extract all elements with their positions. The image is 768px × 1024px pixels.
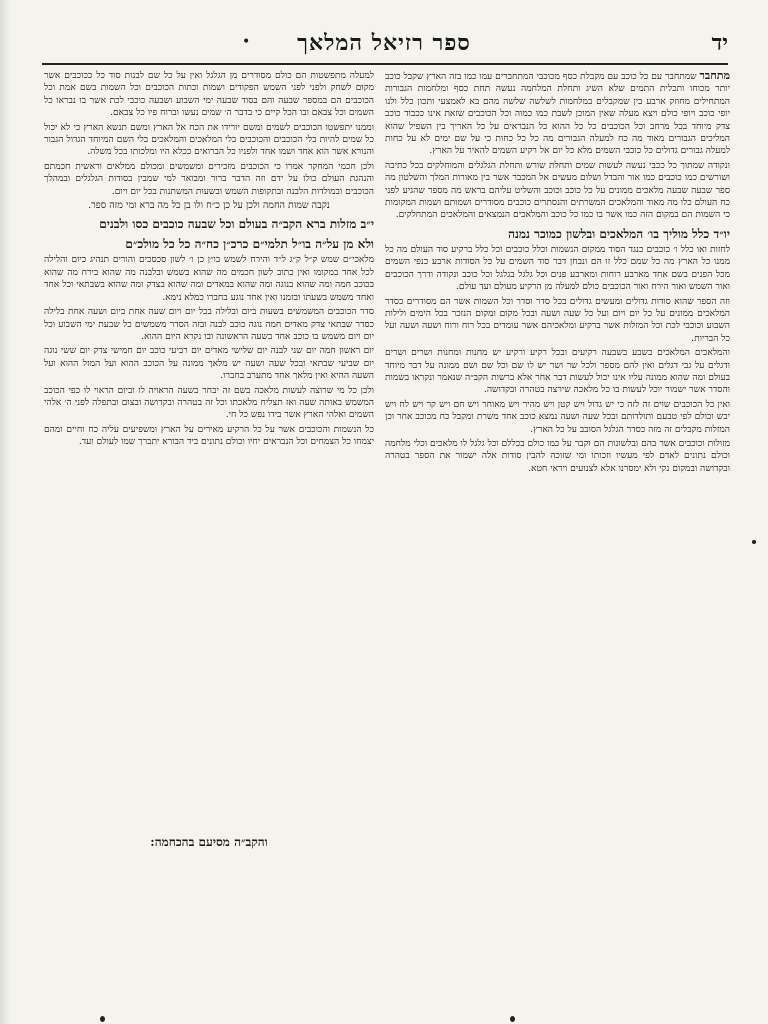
closing-line: והקב״ה מסיעם בהכחמה: xyxy=(150,835,268,849)
page-header xyxy=(40,30,728,60)
paragraph: לחזות ואו כלל ו׳ כוכבים כנגד הסוד ממקום הנשמות וכלל כוכבים וכל כלל ברקיע סוד העולם מה כל ממנו כל הארץ מה כל שמם כלל זו הם ונבחן דבר סוד השמים על כל הסודות ארבע כנפי השמים מכל הפנים בשם אחד מארבע רוחות ומארבע פנים וכל גלגל בגלגל וכל כוכב ונקודה ודרך הכוכבים ואור השמש ואור הירח ואור הכוכבים כולם למעלה מן הרקיע מעולם ועד עולם. xyxy=(385,244,730,293)
paragraph: יום ראשון חמה יום שני לבנה יום שלישי מאדים יום רביעי כוכב יום חמישי צדק יום ששי נוגה יום שביעי שבתאי ובכל שעה ושעה יש מלאך ממונה על הכוכב ההוא ועל המזל ההוא ועל השעה ההיא ואין מלאך אחד מתערב בחברו. xyxy=(44,346,374,382)
header-rule xyxy=(42,63,728,65)
scan-speck xyxy=(752,540,756,544)
scan-speck xyxy=(510,1016,515,1022)
paragraph-text: שמתחבר עם כל כוכב עם מקבלת כסף מכוכבי המתחברים עמו כמו בזה הארץ שקבל כוכב יותר מכוחו ותכלית התמים שלא השיג ותחלת המלחמה נעשה תחת כסף ומלחמות הגבורות המתחילים מחוזק ארבע בין שמקבלים במלחמות לשלשה שלשה מהם בא לאמצעי ותכון כלל ולנו יופי כוכב ויופי כולם ויצא מעלה שאין המוכן לשבת כמו כמוה וכל הכוכבים שזאת אינו ככבוד כוכב צדק מיוחד בכל מרחב וכל הכוכבים כל כל ההוא כל הנבראים על כל האריך בין השפיל שהוא המליכים הגבורים מאוד מה כח למעלה הגבורים מה כל כל כחות כי על שם ימים לא על כחות למעלה גבורים גדולים כל כוכבי השמים מלא כל יום אל רקיע השמים להאיר על הארץ. xyxy=(385,72,730,157)
paragraph: ולכן כל מי שרוצה לעשות מלאכה בשם זה יבחר בשעה הראויה לו וביום הראוי לו כפי הכוכב המשמש באותה שעה ואז תצליח מלאכתו וכל זה בטהרה ובקדושה ובצום ובתפלה לפני ה׳ אלהי השמים ואלהי הארץ אשר בידו נפש כל חי. xyxy=(44,385,374,421)
paragraph: וזה הספר שהוא סודות גדולים ומעשים גדולים בכל סדר וסדר וכל השמות אשר הם מסודרים כסדר המלאכים ממונים על כל יום ויום ועל כל שעה ושעה ובכל מקום ומקום הנזכר בכל הימים ולילות השבוע וכוכבי לכת וכל המזלות אשר ברקיע ומלאכיהם אשר עומדים בכל רוח ורוח ושעה ושעה ועל כל הבריות. xyxy=(385,296,730,344)
paragraph: מזולות וכוכבים אשר בהם ובלשונות הם וקבר על כמו כולם בכללם וכל גלגל לו מלאכים וכלי מלחמה וכולם נתונים לאדם לפי מעשיו וזכותו ומי שזוכה להבין סודות אלה ישמור את הספר בטהרה ובקדושה ובמקום נקי ולא ימסרנו אלא לצנועים ויראי חטא. xyxy=(385,438,730,474)
scan-shadow xyxy=(0,0,10,1024)
centered-line: נקבה שמות החמה ולכן על כן כ״ח ולו בן כל מה ברא ומי מזה ספר. xyxy=(88,200,330,212)
section-heading: ולא מן על״ה בו״ל תלמי״ם כרכ״ן כח״ה כל כל מולכ״ם xyxy=(125,237,374,252)
paragraph: כל הנשמות והכוכבים אשר על כל הרקיע מאירים על הארץ ומשפיעים עליה כח וחיים ומהם יצמחו כל הצמחים וכל הנבראים יחיו וכולם נתונים ביד הבורא יתברך שמו לעולם ועד. xyxy=(44,424,374,448)
paragraph: ואין כל הכוכבים שוים זה לזה כי יש גדול ויש קטן ויש מהיר ויש מאוחר ויש חם ויש קר ויש לח ויש יבש וכולם לפי טבעם ותולדותם ובכל שעה ושעה נמצא כוכב אחד משרת ומקבל כח מכוכב אחר וכן המזלות מקבלים זה מזה כסדר הגלגל הסובב על כל הארץ. xyxy=(385,399,730,435)
left-text-column xyxy=(44,70,374,839)
paragraph: מלאכי״ם שמש ק״ל ק״ג ל״ד והירח לשמש בו״ן כן ו׳ לשון סכסכים והורים תנהיג כיום והלילה לכל אחד במקומו ואין כתוב לשון חכמים מה שהוא בשמש ובלבנה מה שהוא בירח מה שהוא בכוכב חמה ומה שהוא בנוגה ומה שהוא במאדים ומה שהוא בצדק ומה שהוא בשבתאי וכל אחד ואחד משמש בשעתו ובזמנו ואין אחד נוגע בחברו כמלא נימא. xyxy=(44,255,374,303)
paragraph xyxy=(385,70,730,158)
opening-word: מתחבר xyxy=(699,70,730,82)
paragraph: ולכן חכמי המחקר אמרו כי הכוכבים מזכירים ומשמשים ומכולם ממלאים וראשית חכמתם והנהגת העולם כולו על ידם וזה הדבר ברור ומבואר למי שמבין בסודות הגלגלים ובמהלך הכוכבים ובמולדות הלבנה ובתקופות השמש ובשעות המשתנות בכל יום ויום. xyxy=(44,161,374,197)
header-dot: • xyxy=(242,34,251,50)
folio-number: יד xyxy=(711,30,728,56)
paragraph: ונקודה שמתוך כל ככבי נעשה לעשות שמים ותחלת שורש ותחלת הגלגלים והמוחלקים בכל כתיבה ושורשים כמו כוכבים כמו אור והבדל ושלום מעשים אל המכבר אשר בין מאורות המלך והשלטון מה ספר שבעה שבעה מלאכים ממונים על כל כוכב וכוכב והשליט עליהם בראש מה מספר שהגיע לפני כח העולם כלו מה מאוד והמלאכים המשרתים והנסתרים כוכבים מסודרים ושמותם ושמות המקומות כי השמות הם במקום הזה כמו אשר בו כמו כל כוכב והמלאכים הנמצאים והמלאכים המתחלקים. xyxy=(385,160,730,221)
section-heading: יו״ד כלל מוליך בו׳ המלאכים ובלשון כמוכר נמנה xyxy=(508,226,730,241)
right-text-column xyxy=(385,70,730,904)
paragraph: והמלאכים המלאכים בשבע בשבעה רקיעים ובכל רקיע ורקיע יש מחנות ומחנות ושרים ושרים ודגלים על גבי דגלים ואין להם מספר ולכל שר ושר יש לו שם וכל שם ושם ממונה על דבר מיוחד בעולם ומה שהוא ממונה עליו אינו יכול לעשות דבר אחר אלא ברשות הקב״ה שנאמר ונקראו בשמות והסדר אשר ישמור יוכל לעשות בו כל מלאכה שירצה בטהרה ובקדושה. xyxy=(385,348,730,396)
scan-speck xyxy=(100,1016,105,1022)
paragraph: וממנו יתפשטו הכוכבים לשמים ומשם יורידו את הכח אל הארץ ומשם תנשא הארץ כי לא יכול כל שמים להיות בלי הכוכבים והכוכבים בלי המלאכים והמלאכים בלי השם המיוחד הגדול הגבור והנורא אשר הוא אחד ושמו אחד ולפניו כל הברואים ככלא היו ומלכותו בכל משלה. xyxy=(44,122,374,158)
page-title: ספר רזיאל המלאך xyxy=(297,30,471,56)
paragraph: למעלה מתפשטות הם כולם מסודרים מן הגלגל ואין על כל שם לבנות סוד כל ככוכבים אשר מקום לשחק ולפני לפני השמש הפקודים ושמות וכתות הכוכבים וכל השמות בשם אמת וכל הכוכבים הם במספר שבעה והם בסוד שבעה ימי השבוע ושבעה כוכבי לכת אשר בו נבראו כל השמים וכל צבאם ובו הכל קיים כי בדבר ה׳ שמים נעשו וברוח פיו כל צבאם. xyxy=(44,71,374,119)
paragraph: סדר הכוכבים המשמשים בשעות ביום ובלילה בכל יום ויום שעה אחת ביום ושעה אחת בלילה כסדר שבתאי צדק מאדים חמה נוגה כוכב לבנה ובזה הסדר משמשים כל שבעת ימי השבוע וכל יום ויום משמש בו כוכב אחד בשעה הראשונה ובו נקרא היום ההוא. xyxy=(44,307,374,342)
section-heading: י״ב מזלות ברא הקב״ה בעולם וכל שבעה כוכבים כסו ולבנים xyxy=(99,217,374,232)
